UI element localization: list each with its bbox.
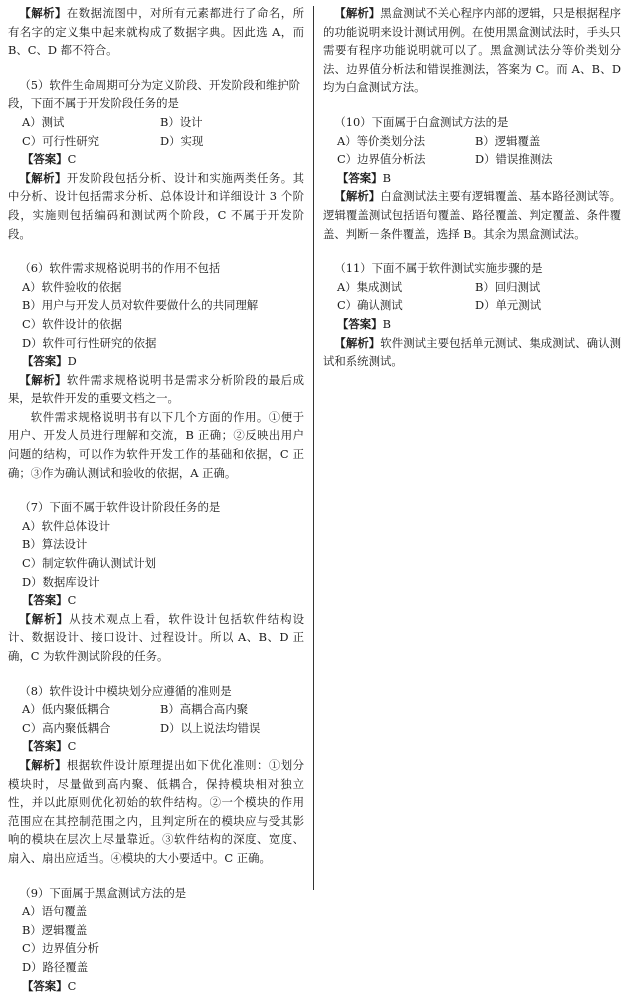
question-6-answer: 【答案】D [8, 352, 304, 371]
question-5-answer: 【答案】C [8, 150, 304, 169]
question-10-explanation: 【解析】白盒测试法主要有逻辑覆盖、基本路径测试等。逻辑覆盖测试包括语句覆盖、路径覆盖、判定覆盖、条件覆盖、判断－条件覆盖，选择 B。其余为黑盒测试法。 [323, 187, 621, 243]
question-8-explanation: 【解析】根据软件设计原理提出如下优化准则：①划分模块时，尽量做到高内聚、低耦合，保持模块相对独立性，并以此原则优化初始的软件结构。②一个模块的作用范围应在其控制范围之内，且判定所在的模块应与受其影响的模块在层次上尽量靠近。③软件结构的深度、宽度、扇入、扇出应适当。④模块的大小要适中。C 正确。 [8, 756, 304, 868]
question-7-answer: 【答案】C [8, 591, 304, 610]
question-11-explanation: 【解析】软件测试主要包括单元测试、集成测试、确认测试和系统测试。 [323, 334, 621, 371]
question-7-option-c: C）制定软件确认测试计划 [8, 554, 304, 573]
question-6-option-c: C）软件设计的依据 [8, 315, 304, 334]
question-5-options-row-2: C）可行性研究 D）实现 [8, 132, 304, 151]
intro-explanation: 【解析】在数据流图中，对所有元素都进行了命名，所有名字的定义集中起来就构成了数据字典。因此选 A，而 B、C、D 都不符合。 [8, 4, 304, 60]
question-7-explanation: 【解析】从技术观点上看，软件设计包括软件结构设计、数据设计、接口设计、过程设计。所以 A、B、D 正确，C 为软件测试阶段的任务。 [8, 610, 304, 666]
question-8-options-row-1: A）低内聚低耦合 B）高耦合高内聚 [8, 700, 304, 719]
question-10-stem: （10）下面属于白盒测试方法的是 [323, 113, 621, 132]
question-8-options-row-2: C）高内聚低耦合 D）以上说法均错误 [8, 719, 304, 738]
left-column [8, 4, 304, 995]
question-5-options-row-1: A）测试 B）设计 [8, 113, 304, 132]
explain-tag: 【解析】 [19, 6, 67, 20]
question-9-answer: 【答案】C [8, 977, 304, 995]
question-7-option-d: D）数据库设计 [8, 573, 304, 592]
question-6-option-b: B）用户与开发人员对软件要做什么的共同理解 [8, 296, 304, 315]
question-5-explanation: 【解析】开发阶段包括分析、设计和实施两类任务。其中分析、设计包括需求分析、总体设计和详细设计 3 个阶段，实施则包括编码和测试两个阶段，C 不属于开发阶段。 [8, 169, 304, 243]
question-7-option-a: A）软件总体设计 [8, 517, 304, 536]
question-8-answer: 【答案】C [8, 737, 304, 756]
question-8-stem: （8）软件设计中模块划分应遵循的准则是 [8, 682, 304, 701]
question-11-options-row-1: A）集成测试 B）回归测试 [323, 278, 621, 297]
question-6-option-a: A）软件验收的依据 [8, 278, 304, 297]
question-9-option-b: B）逻辑覆盖 [8, 921, 304, 940]
question-6-stem: （6）软件需求规格说明书的作用不包括 [8, 259, 304, 278]
question-10-options-row-2: C）边界值分析法 D）错误推测法 [323, 150, 621, 169]
question-9-explanation: 【解析】黑盒测试不关心程序内部的逻辑，只是根据程序的功能说明来设计测试用例。在使用黑盒测试法时，手头只需要有程序功能说明就可以了。黑盒测试法分等价类划分法、边界值分析法和错误推测法，答案为 C。而 A、B、D 均为白盒测试方法。 [323, 4, 621, 97]
question-5-stem: （5）软件生命周期可分为定义阶段、开发阶段和维护阶段，下面不属于开发阶段任务的是 [8, 76, 304, 113]
question-11-options-row-2: C）确认测试 D）单元测试 [323, 296, 621, 315]
question-9-stem: （9）下面属于黑盒测试方法的是 [8, 884, 304, 903]
question-11-answer: 【答案】B [323, 315, 621, 334]
question-6-explanation-2: 软件需求规格说明书有以下几个方面的作用。①便于用户、开发人员进行理解和交流，B 正确；②反映出用户问题的结构，可以作为软件开发工作的基础和依据，C 正确；③作为确认测试和验收的依据，A 正确。 [8, 408, 304, 482]
question-7-option-b: B）算法设计 [8, 535, 304, 554]
question-6-explanation: 【解析】软件需求规格说明书是需求分析阶段的最后成果，是软件开发的重要文档之一。 [8, 371, 304, 408]
question-9-option-d: D）路径覆盖 [8, 958, 304, 977]
question-6-option-d: D）软件可行性研究的依据 [8, 334, 304, 353]
right-column [323, 4, 621, 371]
column-divider [313, 6, 314, 890]
question-7-stem: （7）下面不属于软件设计阶段任务的是 [8, 498, 304, 517]
question-11-stem: （11）下面不属于软件测试实施步骤的是 [323, 259, 621, 278]
question-10-answer: 【答案】B [323, 169, 621, 188]
question-9-option-c: C）边界值分析 [8, 939, 304, 958]
question-10-options-row-1: A）等价类划分法 B）逻辑覆盖 [323, 132, 621, 151]
question-9-option-a: A）语句覆盖 [8, 902, 304, 921]
